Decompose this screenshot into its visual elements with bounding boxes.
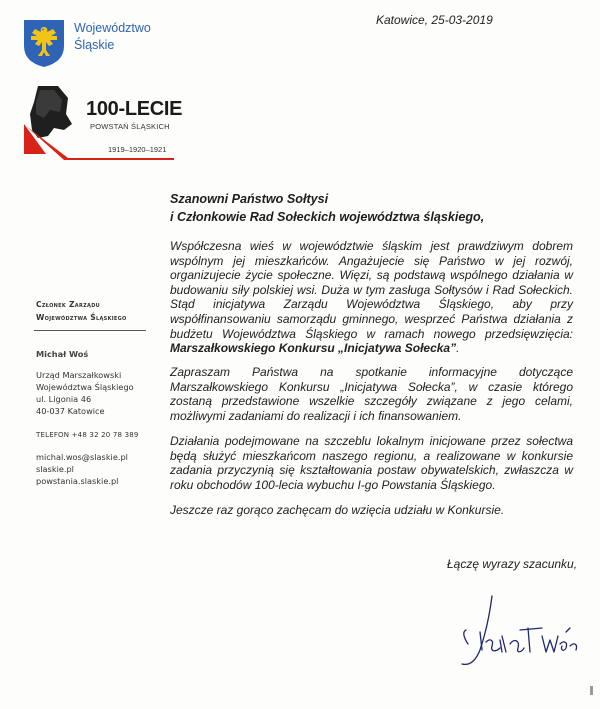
paragraph-1-text: Współczesna wieś w województwie śląskim jest prawdziwym dobrem wspólnym jej mieszkańców. Angażujecie się Państwo w jej rozwój, organizujecie życie społeczne. Więzi, są podstawą wspólnego działania w budowaniu siły polskiej wsi. Duża w tym zasługa Sołtysów i Rad Sołeckich. Stąd inicjatywa Zarządu Województwa Śląskiego, aby przy współfinansowaniu samorządu gminnego, wesprzeć Państwa działania z budżetu Województwa Śląskiego w ramach nowego przedsięwzięcia: (170, 239, 573, 341)
address-line: 40-037 Katowice (36, 406, 105, 416)
sidebar-phone: TELEFON +48 32 20 78 389 (36, 431, 139, 439)
sidebar-title-line2: Województwa Śląskiego (36, 313, 127, 322)
paragraph-3: Działania podejmowane na szczeblu lokalnym inicjowane przez sołectwa będą służyć mieszkańcom naszego regionu, a realizowane w konkursie zadania przyczynią się kształtowania postaw obywatelskich, zwłaszcza w roku obchodów 100-lecia wybuchu I-go Powstania Śląskiego. (170, 434, 573, 492)
jubilee-years: 1919–1920–1921 (108, 145, 167, 154)
email-link[interactable]: michal.wos@slaskie.pl (36, 452, 128, 462)
paragraph-2: Zapraszam Państwa na spotkanie informacyjne dotyczące Marszałkowskiego Konkursu „Inicjatywa Sołecka”, w czasie którego zostaną przedstawione wszelkie szczegóły związane z jego celami, możliwymi zadaniami do realizacji i ich finansowaniem. (170, 365, 573, 423)
sidebar-title-line1: Członek Zarządu (36, 300, 101, 309)
scan-edge-mark (590, 686, 593, 695)
contest-name: Marszałkowskiego Konkursu „Inicjatywa Sołecka” (170, 341, 457, 356)
paragraph-1-end: . (456, 341, 460, 356)
website-link[interactable]: powstania.slaskie.pl (36, 476, 119, 486)
region-name (74, 20, 151, 54)
address-line: Urząd Marszałkowski (36, 370, 122, 380)
address-line: Województwa Śląskiego (36, 382, 134, 392)
region-name-line1: Województwo (74, 21, 151, 35)
jubilee-subtitle: POWSTAŃ ŚLĄSKICH (90, 122, 170, 131)
handwritten-signature (450, 592, 582, 668)
silesian-eagle-icon (22, 18, 66, 68)
sidebar-title (36, 298, 127, 324)
salutation-line2: i Członkowie Rad Sołeckich województwa śląskiego, (170, 210, 485, 224)
address-line: ul. Ligonia 46 (36, 394, 92, 404)
salutation-line1: Szanowni Państwo Sołtysi (170, 192, 329, 206)
paragraph-4: Jeszcze raz gorąco zachęcam do wzięcia udziału w Konkursie. (170, 503, 505, 517)
sidebar-address (36, 369, 134, 417)
sidebar-name: Michał Woś (36, 349, 89, 359)
place-date: Katowice, 25-03-2019 (376, 13, 493, 27)
paragraph-1 (170, 239, 573, 356)
salutation (170, 190, 484, 226)
jubilee-title: 100-LECIE (86, 98, 183, 120)
sidebar-links (36, 451, 128, 487)
website-link[interactable]: slaskie.pl (36, 464, 74, 474)
closing: Łączę wyrazy szacunku, (447, 557, 578, 571)
sidebar-divider (34, 330, 146, 331)
region-name-line2: Śląskie (74, 38, 115, 52)
